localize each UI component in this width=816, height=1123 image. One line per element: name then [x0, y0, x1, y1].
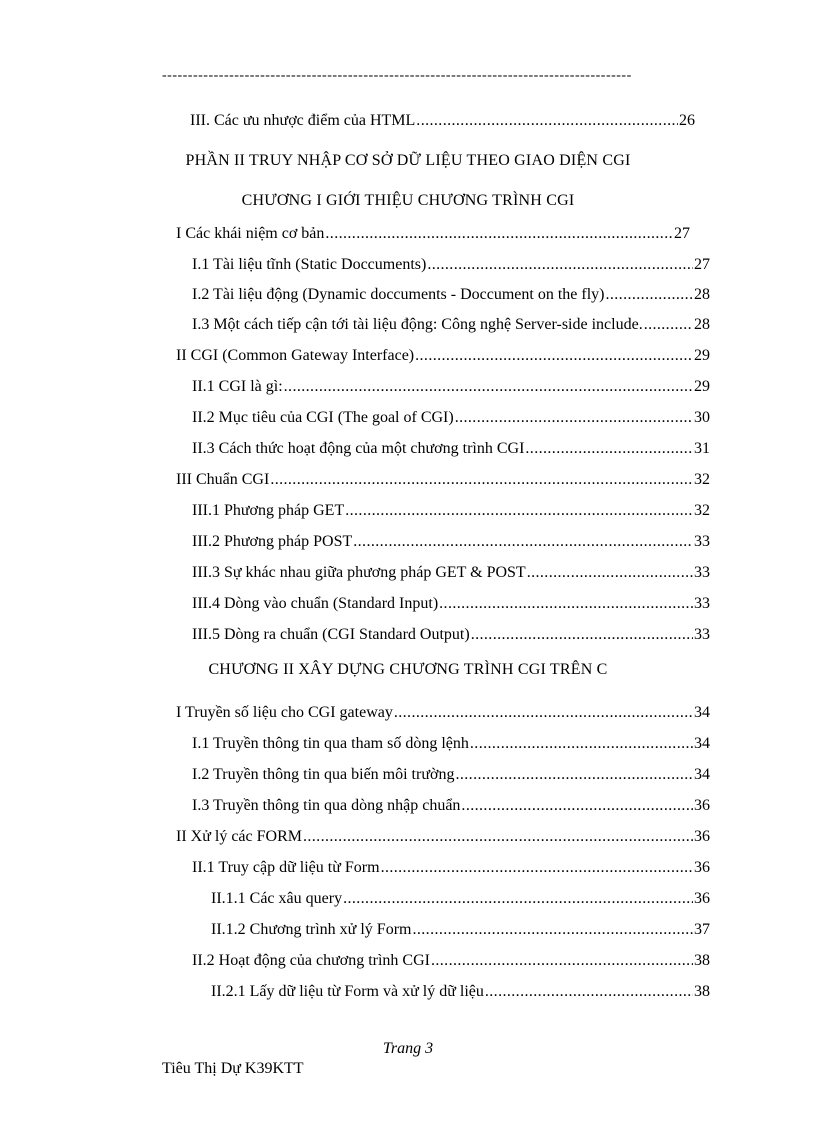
toc-leader — [381, 858, 693, 878]
toc-entry-page: 38 — [694, 983, 710, 1000]
toc-entry-label: II.2.1 Lấy dữ liệu từ Form và xử lý dữ liệu — [211, 983, 484, 1000]
toc-entry-label: I.3 Một cách tiếp cận tới tài liệu động: Công nghệ Server-side include. — [192, 316, 643, 333]
toc-entry-page: 34 — [694, 735, 710, 752]
toc-entry — [176, 346, 710, 366]
toc-entry — [192, 532, 710, 552]
toc-entry-label: I.1 Truyền thông tin qua tham số dòng lệnh — [192, 735, 469, 752]
toc-entry-label: II.1.1 Các xâu query — [211, 890, 343, 907]
toc-entry-page: 36 — [694, 890, 710, 907]
toc-entry-label: I.3 Truyền thông tin qua dòng nhập chuẩn — [192, 797, 461, 814]
toc-entry-page: 34 — [694, 766, 710, 783]
toc-entry-label: I.1 Tài liệu tĩnh (Static Doccuments) — [192, 256, 427, 273]
toc-entry-page: 36 — [694, 797, 710, 814]
toc-leader — [525, 439, 693, 459]
toc-entry — [192, 796, 710, 816]
toc-leader — [343, 889, 693, 909]
toc-leader — [455, 408, 693, 428]
toc-entry-label: I Các khái niệm cơ bản — [176, 225, 325, 242]
toc-leader — [415, 346, 693, 366]
toc-entry — [176, 827, 710, 847]
toc-leader — [345, 501, 693, 521]
toc-entry-label: II.1.2 Chương trình xử lý Form — [211, 921, 412, 938]
toc-entry-label: II.3 Cách thức hoạt động của một chương trình CGI — [192, 440, 525, 457]
toc-entry-label: II.2 Hoạt động của chương trình CGI — [192, 952, 430, 969]
toc-entry — [176, 703, 710, 723]
toc-entry-label: II.1 Truy cập dữ liệu từ Form — [192, 859, 380, 876]
toc-entry — [190, 111, 695, 131]
toc-entry — [176, 470, 710, 490]
toc-entry-label: I.2 Truyền thông tin qua biến môi trường — [192, 766, 455, 783]
toc-leader — [471, 625, 693, 645]
toc-leader — [644, 315, 693, 335]
toc-entry-page: 38 — [694, 952, 710, 969]
toc-entry-page: 27 — [694, 256, 710, 273]
toc-entry-page: 26 — [679, 112, 695, 129]
toc-entry-page: 33 — [694, 595, 710, 612]
toc-leader — [353, 532, 693, 552]
toc-leader — [427, 255, 693, 275]
toc-entry-page: 27 — [674, 225, 690, 242]
toc-entry — [192, 563, 710, 583]
toc-entry-page: 32 — [694, 471, 710, 488]
toc-entry-page: 31 — [694, 440, 710, 457]
toc-entry-page: 33 — [694, 564, 710, 581]
toc-entry-label: II.1 CGI là gì: — [192, 378, 283, 395]
toc-entry — [192, 734, 710, 754]
header-rule: ------------------------------------------------------------------------------------------- — [162, 68, 632, 83]
toc-entry — [192, 765, 710, 785]
toc-entry-label: III.2 Phương pháp POST — [192, 533, 353, 550]
toc-entry — [211, 889, 710, 909]
toc-entry-label: II Xử lý các FORM — [176, 828, 302, 845]
toc-entry-page: 36 — [694, 859, 710, 876]
toc-entry — [192, 285, 710, 305]
toc-entry — [192, 255, 710, 275]
chapter-heading: CHƯƠNG II XÂY DỰNG CHƯƠNG TRÌNH CGI TRÊN C — [208, 661, 608, 678]
toc-entry — [192, 377, 710, 397]
toc-leader — [455, 765, 693, 785]
toc-entry — [192, 625, 710, 645]
toc-entry-page: 29 — [694, 347, 710, 364]
toc-leader — [270, 470, 693, 490]
page-number: Trang 3 — [382, 1040, 434, 1057]
toc-entry — [211, 982, 710, 1002]
toc-entry-page: 32 — [694, 502, 710, 519]
toc-entry — [211, 920, 710, 940]
toc-entry-label: III.4 Dòng vào chuẩn (Standard Input) — [192, 595, 439, 612]
footer-author: Tiêu Thị Dự K39KTT — [162, 1060, 304, 1077]
toc-leader — [284, 377, 693, 397]
toc-entry-label: III. Các ưu nhược điểm của HTML — [190, 112, 416, 129]
toc-entry-page: 36 — [694, 828, 710, 845]
toc-entry — [192, 594, 710, 614]
toc-entry-page: 33 — [694, 533, 710, 550]
toc-entry-label: III.5 Dòng ra chuẩn (CGI Standard Output) — [192, 626, 470, 643]
part-heading: PHẦN II TRUY NHẬP CƠ SỞ DỮ LIỆU THEO GIAO DIỆN CGI — [185, 152, 631, 169]
toc-leader — [394, 703, 693, 723]
toc-entry-label: III.3 Sự khác nhau giữa phương pháp GET & POST — [192, 564, 526, 581]
toc-leader — [325, 224, 673, 244]
toc-leader — [303, 827, 693, 847]
toc-entry-label: II CGI (Common Gateway Interface) — [176, 347, 415, 364]
toc-entry-page: 37 — [694, 921, 710, 938]
toc-entry-page: 28 — [694, 316, 710, 333]
toc-leader — [431, 951, 693, 971]
toc-entry-label: I.2 Tài liệu động (Dynamic doccuments - Doccument on the fly) — [192, 286, 605, 303]
toc-leader — [485, 982, 693, 1002]
toc-entry-label: III Chuẩn CGI — [176, 471, 270, 488]
toc-entry — [192, 501, 710, 521]
toc-leader — [470, 734, 693, 754]
toc-entry — [192, 439, 710, 459]
toc-leader — [412, 920, 693, 940]
toc-entry-page: 34 — [694, 704, 710, 721]
toc-entry-label: III.1 Phương pháp GET — [192, 502, 345, 519]
toc-leader — [461, 796, 693, 816]
toc-entry — [192, 315, 710, 335]
chapter-heading: CHƯƠNG I GIỚI THIỆU CHƯƠNG TRÌNH CGI — [241, 192, 575, 209]
toc-entry-page: 28 — [694, 286, 710, 303]
toc-entry — [192, 858, 710, 878]
toc-leader — [527, 563, 693, 583]
toc-leader — [605, 285, 693, 305]
toc-entry-label: I Truyền số liệu cho CGI gateway — [176, 704, 393, 721]
toc-entry — [192, 951, 710, 971]
toc-entry-page: 29 — [694, 378, 710, 395]
toc-entry — [192, 408, 710, 428]
toc-leader — [439, 594, 693, 614]
toc-entry-page: 30 — [694, 409, 710, 426]
toc-entry-label: II.2 Mục tiêu của CGI (The goal of CGI) — [192, 409, 454, 426]
toc-entry-page: 33 — [694, 626, 710, 643]
toc-leader — [416, 111, 678, 131]
toc-entry — [176, 224, 690, 244]
